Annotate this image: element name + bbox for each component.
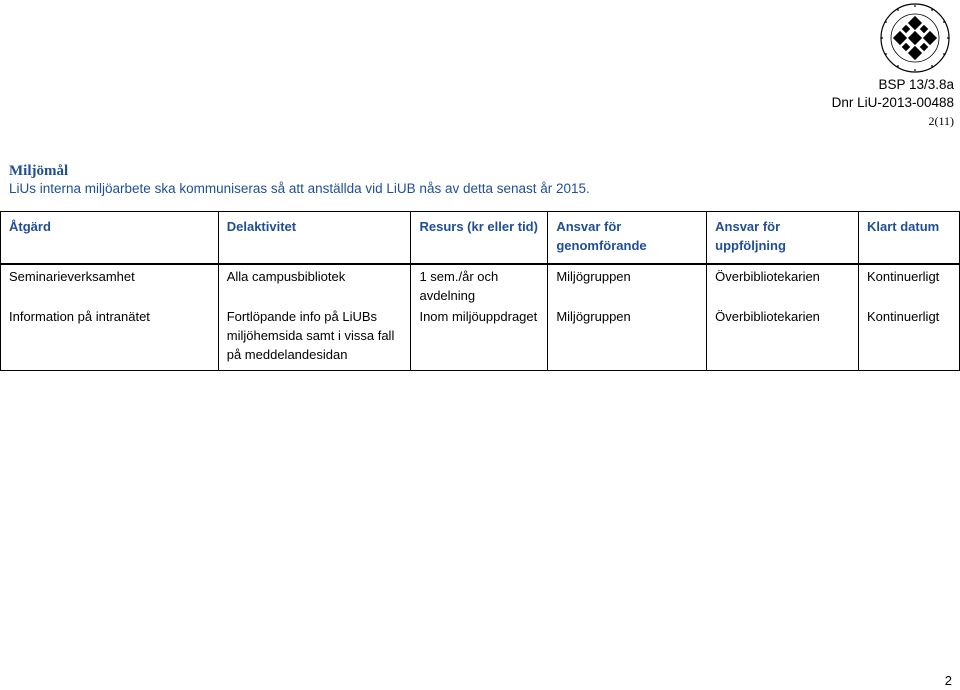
document-reference	[832, 76, 954, 130]
page-number: 2	[944, 673, 952, 688]
goal-section	[9, 162, 590, 198]
section-title: Miljömål	[9, 163, 69, 179]
column-header: Ansvar för uppföljning	[707, 212, 859, 265]
table-header-row	[1, 212, 960, 265]
table-cell: Fortlöpande info på LiUBs miljöhemsida samt i vissa fall på meddelandesidan	[218, 305, 411, 371]
table-cell: Miljögruppen	[548, 264, 707, 305]
action-plan-table	[0, 211, 960, 371]
table-cell: Information på intranätet	[1, 305, 219, 371]
column-header: Åtgärd	[1, 212, 219, 265]
table-cell: Inom miljöuppdraget	[411, 305, 548, 371]
column-header: Ansvar för genomförande	[548, 212, 707, 265]
table-cell: Kontinuerligt	[859, 305, 960, 371]
registration-number: Dnr LiU-2013-00488	[831, 95, 954, 110]
column-header: Klart datum	[859, 212, 960, 265]
section-description: LiUs interna miljöarbete ska kommuniseras så att anställda vid LiUB nås av detta senast år 2015.	[9, 181, 590, 196]
page-count: 2(11)	[928, 114, 954, 128]
reference-code: BSP 13/3.8a	[878, 77, 954, 92]
table-cell: Miljögruppen	[548, 305, 707, 371]
university-seal-icon	[872, 2, 958, 74]
column-header: Delaktivitet	[218, 212, 411, 265]
table-cell: 1 sem./år och avdelning	[411, 264, 548, 305]
table-row	[1, 264, 960, 305]
table-cell: Seminarieverksamhet	[1, 264, 219, 305]
column-header: Resurs (kr eller tid)	[411, 212, 548, 265]
table-cell: Kontinuerligt	[859, 264, 960, 305]
university-logo	[872, 2, 958, 74]
table-cell: Överbibliotekarien	[707, 264, 859, 305]
table-row	[1, 305, 960, 371]
table-cell: Alla campusbibliotek	[218, 264, 411, 305]
table-cell: Överbibliotekarien	[707, 305, 859, 371]
